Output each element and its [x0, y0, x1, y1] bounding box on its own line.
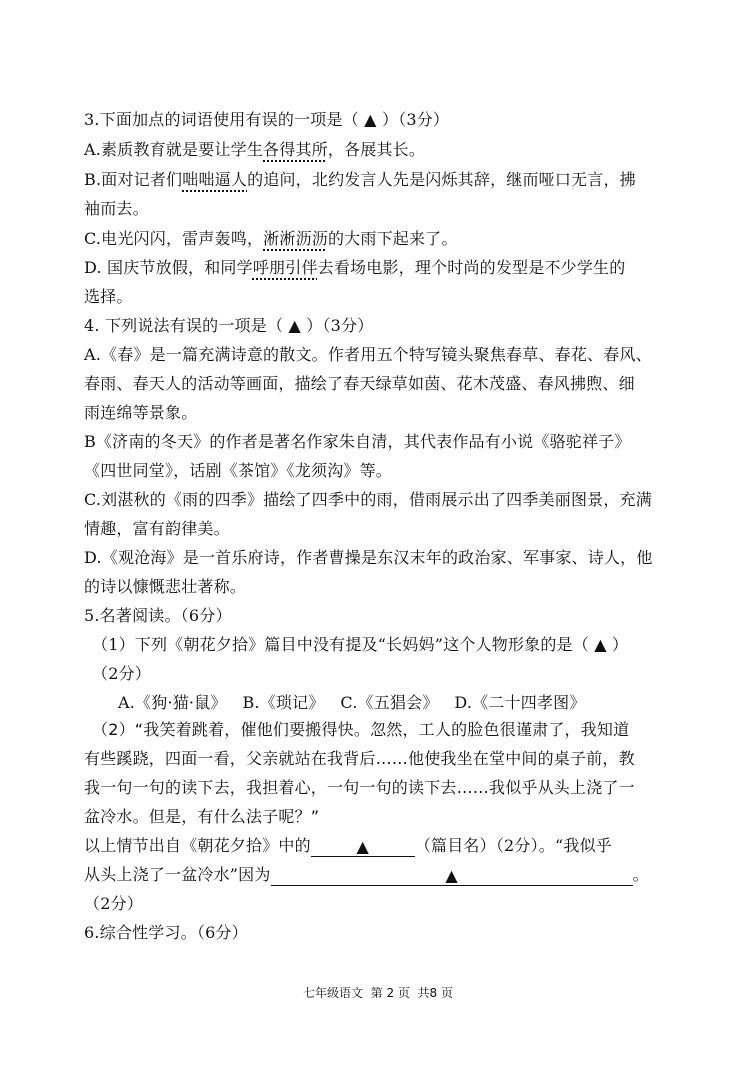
q3-d-pre: D. 国庆节放假，和同学	[84, 258, 253, 277]
q3-option-c	[84, 228, 684, 250]
q5-q1-pre: 以上情节出自《朝花夕拾》中的	[84, 836, 311, 855]
q5-part2-score: （2分）	[84, 894, 143, 913]
q5-part1-line2: （2分）	[92, 664, 151, 683]
q3-option-b	[84, 169, 684, 191]
q4-option-b-line2: 《四世同堂》，话剧《茶馆》《龙须沟》等。	[84, 461, 393, 480]
q3-a-post: ，各展其长。	[327, 140, 426, 159]
q3-a-pre: A.素质教育就是要让学生	[84, 140, 264, 159]
q3-c-post: 的大雨下起来了。	[327, 229, 458, 248]
q5-part2-question-line2	[84, 864, 684, 886]
q4-stem: 4. 下列说法有误的一项是（ ▲ ）（3分）	[84, 316, 374, 335]
q5-q2-pre: 从头上浇了一盆冷水”因为	[84, 865, 271, 884]
q3-c-pre: C.电光闪闪，雷声轰鸣，	[84, 229, 264, 248]
q3-a-dotted-word: 各得其所	[263, 140, 328, 159]
q5-part2-question-line1	[84, 835, 684, 857]
q3-b-dotted-word: 咄咄逼人	[182, 170, 248, 189]
q4-option-d-line1: D.《观沧海》是一首乐府诗，作者曹操是东汉末年的政治家、军事家、诗人，他	[84, 548, 653, 567]
q3-option-b-cont: 袖而去。	[84, 199, 149, 218]
q4-option-d-line2: 的诗以慷慨悲壮著称。	[84, 577, 247, 596]
q5-part2-quote-line2: 有些蹊跷，四面一看，父亲就站在我背后……他使我坐在堂中间的桌子前，教	[84, 749, 635, 768]
q3-option-d	[84, 257, 684, 279]
q3-option-a	[84, 139, 684, 161]
q4-option-a-line3: 雨连绵等景象。	[84, 403, 198, 422]
q3-stem: 3.下面加点的词语使用有误的一项是（ ▲ ）（3分）	[84, 110, 450, 129]
q5-part2-quote-line3: 我一句一句的读下去，我担着心，一句一句的读下去……我似乎从头上浇了一	[84, 778, 635, 797]
q5-q1-mid: （篇目名）（2分）。“我似乎	[414, 836, 612, 855]
q5-part2-quote-line1: （2）“我笑着跳着，催他们要搬得快。忽然，工人的脸色很谨肃了，我知道	[92, 720, 630, 739]
q6-stem: 6.综合性学习。（6分）	[84, 923, 248, 942]
q3-b-pre: B.面对记者们	[84, 170, 183, 189]
q3-option-d-cont: 选择。	[84, 287, 133, 306]
answer-blank-chapter[interactable]: ▲	[311, 836, 415, 857]
answer-blank-reason[interactable]: ▲	[271, 865, 633, 886]
q3-b-post: 的追问，北约发言人先是闪烁其辞，继而哑口无言，拂	[247, 170, 636, 189]
q5-part2-quote-line4: 盆冷水。但是，有什么法子呢？”	[84, 807, 320, 826]
page-footer: 七年级语文 第 2 页 共8 页	[303, 986, 453, 1000]
q3-d-dotted-word: 呼朋引伴	[252, 258, 318, 277]
q5-part1-line1: （1）下列《朝花夕拾》篇目中没有提及“长妈妈”这个人物形象的是（ ▲ ）	[92, 635, 629, 654]
q4-option-c-line1: C.刘湛秋的《雨的四季》描绘了四季中的雨，借雨展示出了四季美丽图景，充满	[84, 490, 652, 509]
q3-d-post: 去看场电影，理个时尚的发型是不少学生的	[317, 258, 626, 277]
q5-q2-post: 。	[632, 865, 649, 884]
q3-c-dotted-word: 淅淅沥沥	[263, 229, 328, 248]
q4-option-a-line2: 春雨、春天人的活动等画面，描绘了春天绿草如茵、花木茂盛、春风拂煦、细	[84, 374, 635, 393]
q5-stem: 5.名著阅读。（6分）	[84, 606, 232, 625]
q4-option-b-line1: B《济南的冬天》的作者是著名作家朱自清，其代表作品有小说《骆驼祥子》	[84, 432, 631, 451]
q4-option-a-line1: A.《春》是一篇充满诗意的散文。作者用五个特写镜头聚焦春草、春花、春风、	[84, 345, 652, 364]
q4-option-c-line2: 情趣，富有韵律美。	[84, 519, 230, 538]
q5-part1-options: A.《狗·猫·鼠》 B.《琐记》 C.《五猖会》 D.《二十四孝图》	[118, 693, 586, 712]
